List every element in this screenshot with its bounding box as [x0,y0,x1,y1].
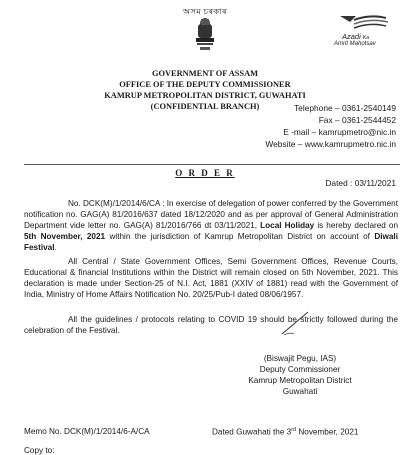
paragraph-1: No. DCK(M)/1/2014/6/CA : In exercise of delegation of power conferred by the Government notification no. GAG(A) 81/2016/637 dated 18/12/2020 and as per approval of General Administration Department vide letter no. GAG(A) 81/2016/766 dt 03/11/2021, Local Holiday is hereby declared on 5th November, 2021 within the jurisdiction of Kamrup Metropolitan District on account of Diwali Festival. [24,199,399,252]
website: Website – www.kamrupmetro.nic.in [265,139,396,149]
p1-festival: Diwali Festival [24,232,398,252]
fax: Fax – 0361-2544452 [318,115,396,125]
p1-holiday: Local Holiday [260,221,315,230]
govt-title: GOVERNMENT OF ASSAM [151,69,259,78]
signatory-designation: Deputy Commissioner [259,365,341,374]
order-date: Dated : 03/11/2021 [325,178,396,188]
district-title: KAMRUP METROPOLITAN DISTRICT, GUWAHATI [104,91,306,100]
branch-title: (CONFIDENTIAL BRANCH) [150,102,260,111]
p1-text-a: No. DCK(M)/1/2014/6/CA : In exercise of delegation of power conferred by the Government notification no. GAG(A) 81/2016/637 dated 18/12/2020 and as per approval of General Administration Department vide letter no. GAG(A) 81/2016/766 dt 03/11/2021, [24,199,398,230]
memo-date [212,427,358,437]
signatory-district: Kamrup Metropolitan District [248,376,352,385]
memo-date-suffix: rd [291,427,297,433]
handwritten-signature-icon [278,308,318,338]
memo-number: Memo No. DCK(M)/1/2014/6-A/CA [24,427,150,436]
signatory-name: (Biswajit Pegu, IAS) [263,354,337,363]
p1-text-b: is hereby declared on [317,221,399,230]
national-emblem-icon [192,16,218,54]
azadi-ka-amrit-mahotsav-logo [326,12,392,52]
azadi-ka-word: Ka [362,35,369,41]
paragraph-3 [24,314,398,336]
telephone: Telephone – 0361-2540149 [294,103,396,113]
memo-date-rest: November, 2021 [296,427,359,437]
p2-text: All Central / State Government Offices, Semi Government Offices, Revenue Courts, Educational & financial Institutions within the District will remain closed on 5th November, 2021. This declaration is made under Section-25 of N.I. Act, 1881 (XXIV of 1881) read with the Government of India, Ministry of Home Affairs Notification No. 20/25/Pub-I dated 08/06/1957. [24,257,398,299]
p3-text: All the guidelines / protocols relating to COVID 19 should be strictly followed during the celebration of the Festival. [24,315,398,335]
assam-script-header: অসম চৰকাৰ [183,7,227,16]
tricolor-swoosh-icon [326,12,392,32]
amrit-mahotsav-text: Amrit Mahotsav [334,41,376,47]
paragraph-2 [24,256,398,300]
p1-text-c: within the jurisdiction of Kamrup Metropolitan District on account of [109,232,370,241]
azadi-word: Azadi [342,32,361,41]
office-title: OFFICE OF THE DEPUTY COMMISSIONER [119,80,291,89]
memo-date-prefix: Dated Guwahati the 3 [212,427,292,437]
copy-to-label: Copy to: [24,446,55,455]
p1-date: 5th November, 2021 [24,232,106,241]
order-title: O R D E R [175,168,235,178]
header-divider [24,164,400,165]
signatory-place: Guwahati [282,387,318,396]
email: E -mail – kamrupmetro@nic.in [283,127,396,137]
